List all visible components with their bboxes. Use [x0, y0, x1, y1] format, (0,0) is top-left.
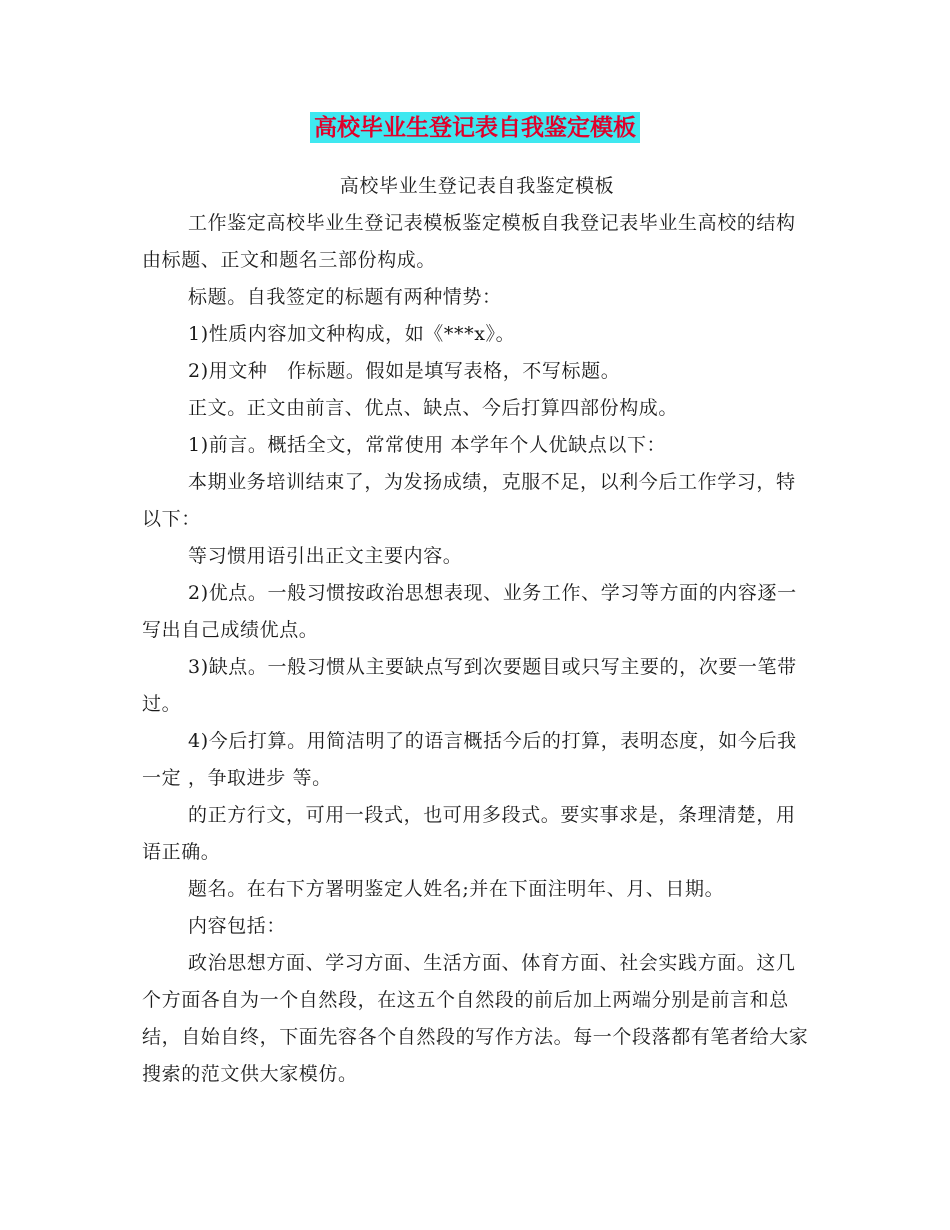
paragraph: 4)今后打算。用简洁明了的语言概括今后的打算，表明态度，如今后我一定 ，争取进步 等。: [142, 730, 797, 789]
highlighted-title: 高校毕业生登记表自我鉴定模板: [310, 112, 640, 143]
paragraph: 的正方行文，可用一段式，也可用多段式。要实事求是，条理清楚，用语正确。: [142, 804, 796, 863]
paragraph: 1)前言。概括全文，常常使用 本学年个人优缺点以下：: [188, 434, 667, 456]
paragraph: 2)用文种 作标题。假如是填写表格，不写标题。: [188, 360, 621, 382]
paragraph: 政治思想方面、学习方面、生活方面、体育方面、社会实践方面。这几个方面各自为一个自然段，在这五个自然段的前后加上两端分别是前言和总结，自始自终，下面先容各个自然段的写作方法。每一个段落都有笔者给大家搜索的范文供大家模仿。: [142, 952, 809, 1085]
paragraph: 本期业务培训结束了，为发扬成绩，克服不足，以利今后工作学习，特以下：: [142, 471, 796, 530]
paragraph: 2)优点。一般习惯按政治思想表现、业务工作、学习等方面的内容逐一写出自己成绩优点。: [142, 582, 797, 641]
paragraph: 3)缺点。一般习惯从主要缺点写到次要题目或只写主要的，次要一笔带过。: [142, 656, 797, 715]
paragraph: 内容包括：: [188, 915, 287, 937]
document-subtitle: 高校毕业生登记表自我鉴定模板: [339, 175, 615, 197]
paragraph: 1)性质内容加文种构成，如《***x》。: [188, 323, 516, 345]
paragraph: 工作鉴定高校毕业生登记表模板鉴定模板自我登记表毕业生高校的结构由标题、正文和题名三部份构成。: [142, 212, 796, 271]
document-body: [142, 168, 812, 1093]
paragraph: 等习惯用语引出正文主要内容。: [188, 545, 463, 567]
page-title: [0, 112, 950, 144]
paragraph: 标题。自我签定的标题有两种情势：: [188, 286, 502, 308]
paragraph: 正文。正文由前言、优点、缺点、今后打算四部份构成。: [188, 397, 679, 419]
paragraph: 题名。在右下方署明鉴定人姓名;并在下面注明年、月、日期。: [188, 878, 725, 900]
